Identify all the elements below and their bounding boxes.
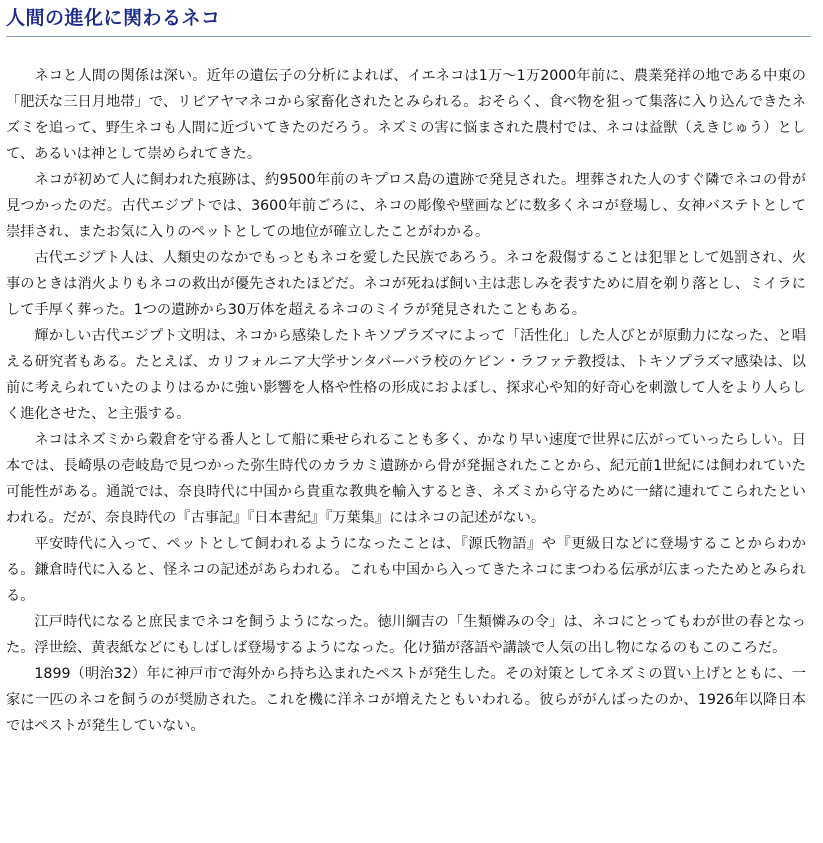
title-divider — [6, 36, 811, 37]
paragraph-1: ネコと人間の関係は深い。近年の遺伝子の分析によれば、イエネコは1万〜1万2000年前に、農業発祥の地である中東の「肥沃な三日月地帯」で、リビアヤマネコから家畜化されたとみられる。おそらく、食べ物を狙って集落に入り込んできたネズミを追って、野生ネコも人間に近づいてきたのだろう。ネズミの害に悩まされた農村では、ネコは益獣（えきじゅう）として、あるいは神として崇められてきた。 — [6, 68, 806, 162]
article-body — [6, 63, 806, 739]
paragraph-7: 江戸時代になると庶民までネコを飼うようになった。徳川綱吉の「生類憐みの令」は、ネコにとってもわが世の春となった。浮世絵、黄表紙などにもしばしば登場するようになった。化け猫が落語や講談で人気の出し物になるのもこのころだ。 — [6, 614, 806, 656]
paragraph-6: 平安時代に入って、ペットとして飼われるようになったことは、『源氏物語』や『更級日などに登場することからわかる。鎌倉時代に入ると、怪ネコの記述があらわれる。これも中国から入ってきたネコにまつわる伝承が広まったためとみられる。 — [6, 536, 806, 604]
article-title: 人間の進化に関わるネコ — [6, 7, 221, 29]
paragraph-2: ネコが初めて人に飼われた痕跡は、約9500年前のキプロス島の遺跡で発見された。埋葬された人のすぐ隣でネコの骨が見つかったのだ。古代エジプトでは、3600年前ごろに、ネコの彫像や壁画などに数多くネコが登場し、女神バステトとして崇拝され、またお気に入りのペットとしての地位が確立したことがわかる。 — [6, 172, 806, 240]
paragraph-5: ネコはネズミから穀倉を守る番人として船に乗せられることも多く、かなり早い速度で世界に広がっていったらしい。日本では、長崎県の壱岐島で見つかった弥生時代のカラカミ遺跡から骨が発掘されたことから、紀元前1世紀には飼われていた可能性がある。通説では、奈良時代に中国から貴重な教典を輸入するとき、ネズミから守るために一緒に連れてこられたといわれる。だが、奈良時代の『古事記』『日本書紀』『万葉集』にはネコの記述がない。 — [6, 432, 806, 526]
paragraph-4: 輝かしい古代エジプト文明は、ネコから感染したトキソプラズマによって「活性化」した人びとが原動力になった、と唱える研究者もある。たとえば、カリフォルニア大学サンタバーバラ校のケビン・ラファテ教授は、トキソプラズマ感染は、以前に考えられていたのよりはるかに強い影響を人格や性格の形成におよぼし、探求心や知的好奇心を刺激して人をより人らしく進化させた、と主張する。 — [6, 328, 806, 422]
paragraph-8: 1899（明治32）年に神戸市で海外から持ち込まれたペストが発生した。その対策としてネズミの買い上げとともに、一家に一匹のネコを飼うのが奨励された。これを機に洋ネコが増えたともいわれる。彼らががんばったのか、1926年以降日本ではペストが発生していない。 — [6, 666, 806, 734]
paragraph-3: 古代エジプト人は、人類史のなかでもっともネコを愛した民族であろう。ネコを殺傷することは犯罪として処罰され、火事のときは消火よりもネコの救出が優先されたほどだ。ネコが死ねば飼い主は悲しみを表すために眉を剃り落とし、ミイラにして手厚く葬った。1つの遺跡から30万体を超えるネコのミイラが発見されたこともある。 — [6, 250, 806, 318]
